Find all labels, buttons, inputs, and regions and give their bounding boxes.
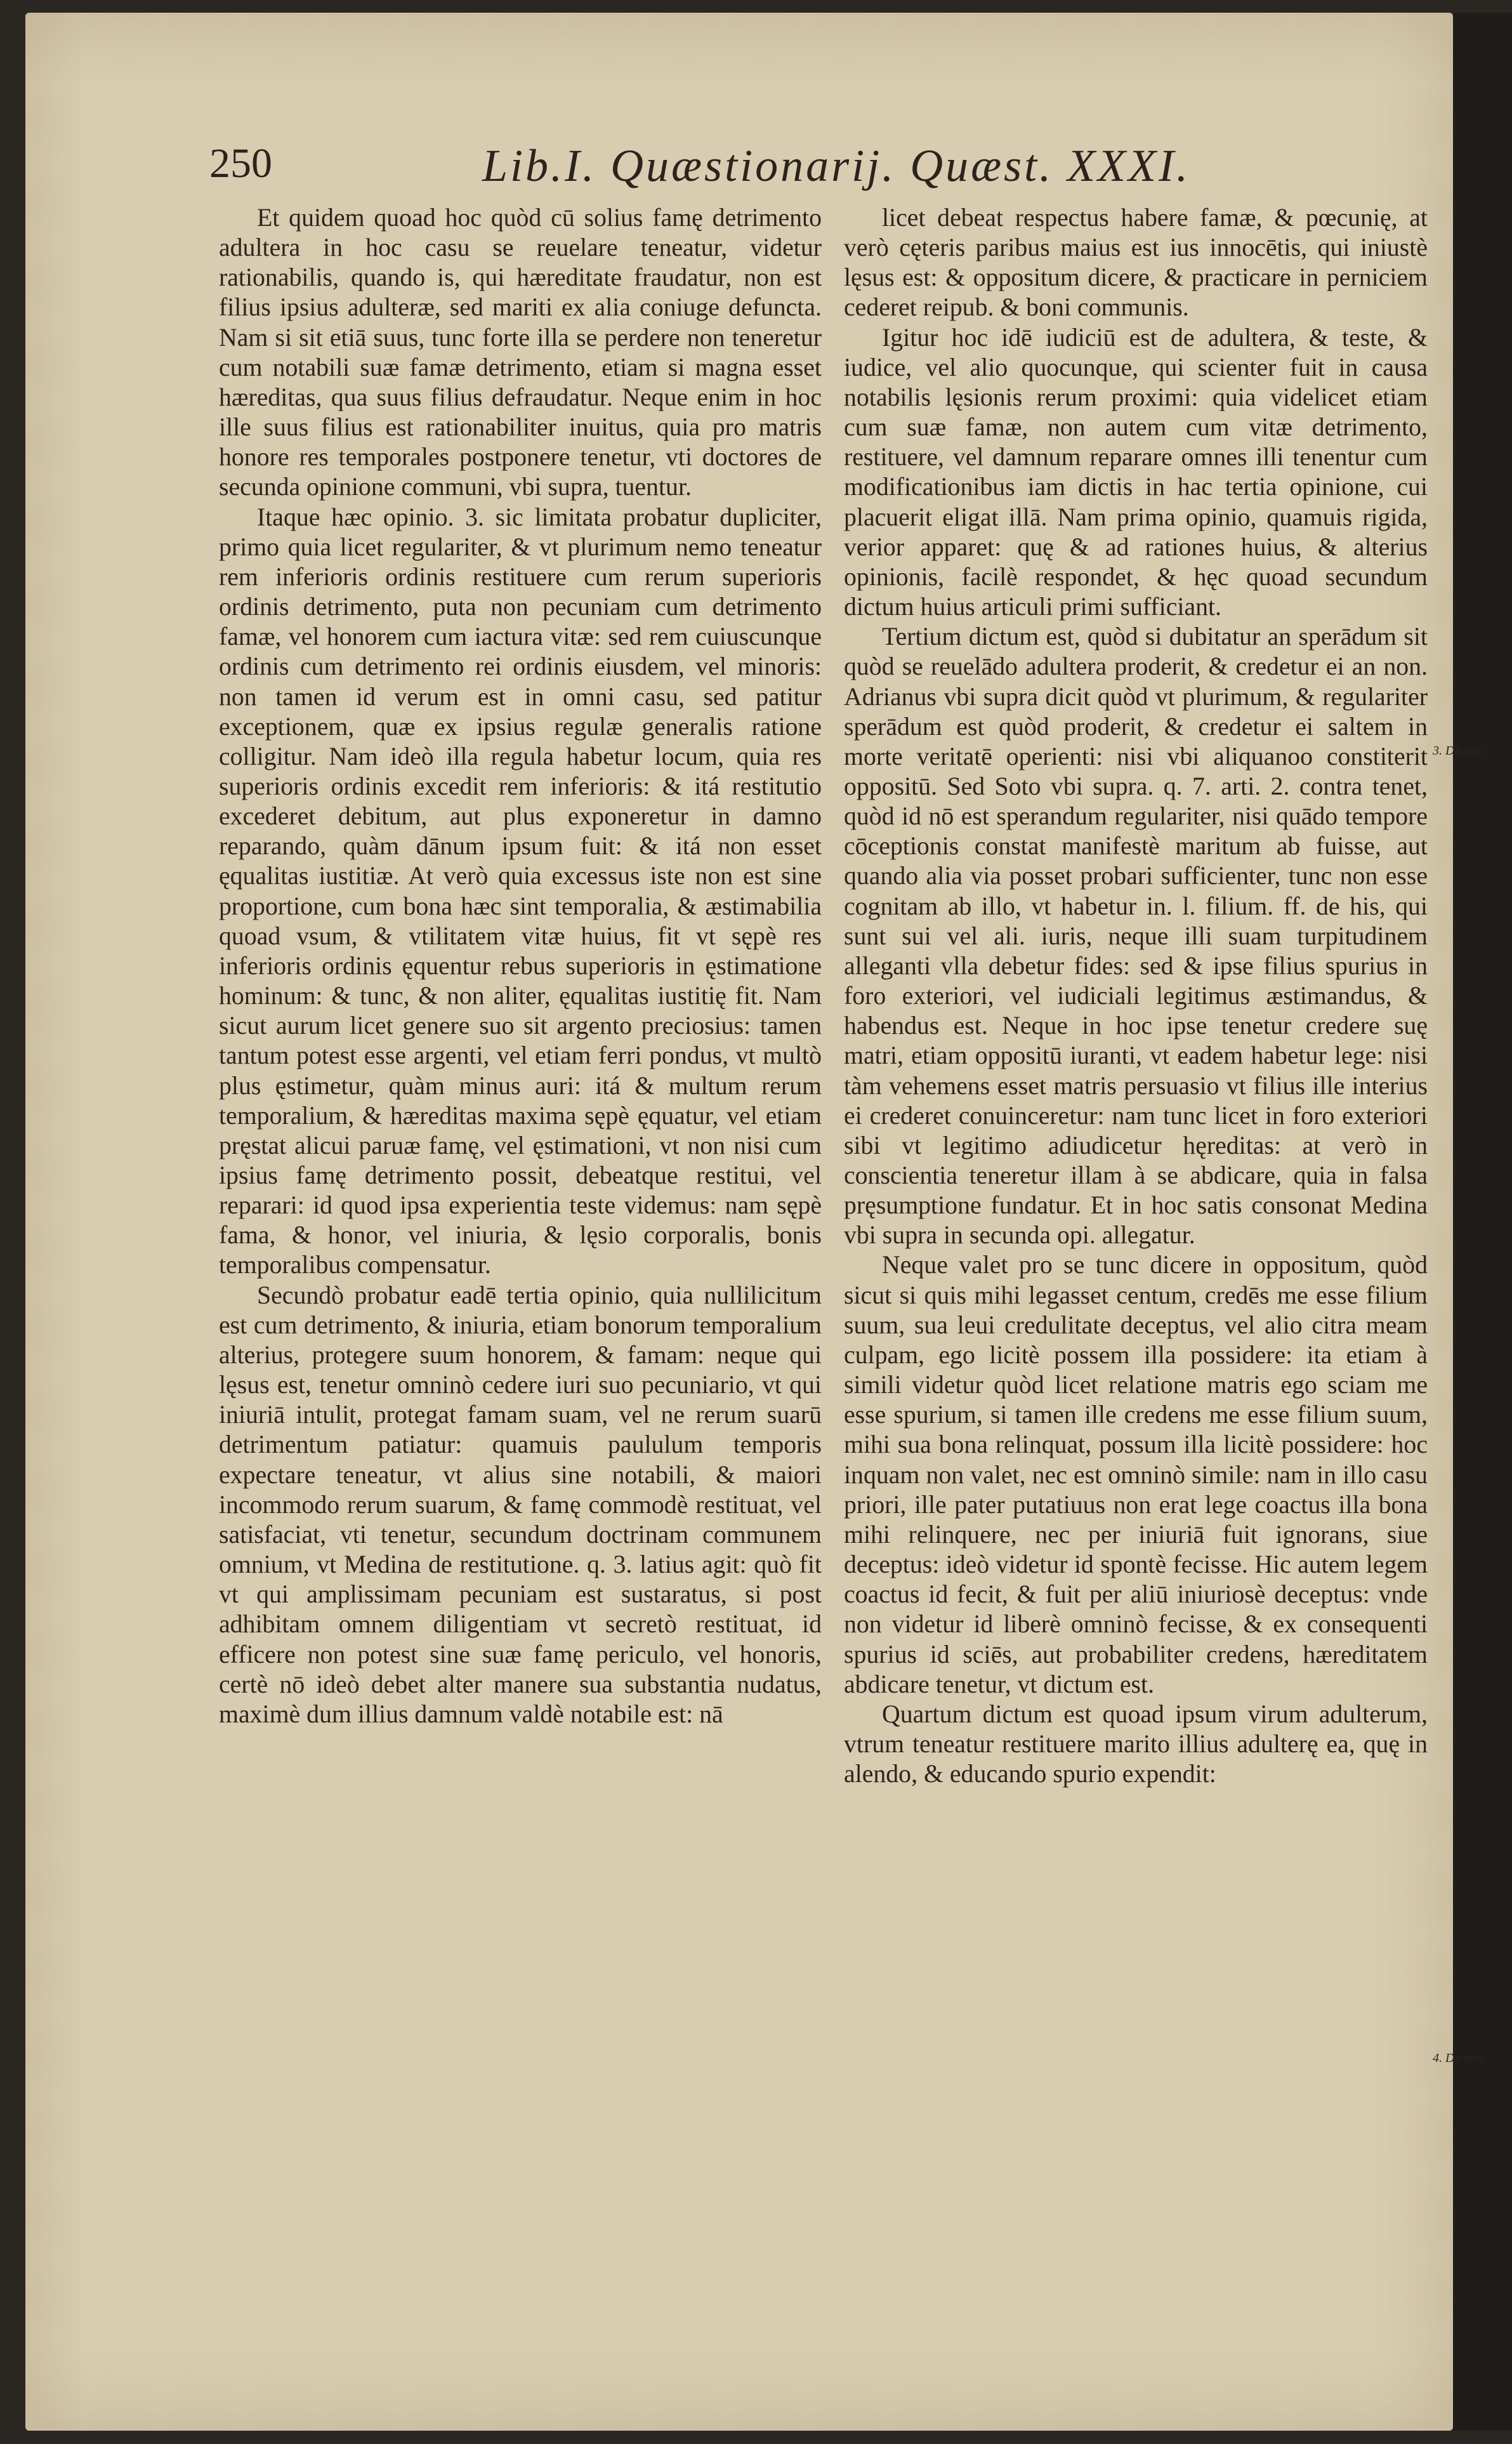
left-paragraph-2: Itaque hæc opinio. 3. sic limitata probatur dupliciter, primo quia licet regulariter, & vt plurimum nemo teneatur rem inferioris ordinis restituere cum rerum superioris ordinis detrimento, puta non pecuniam cum detrimento famæ, vel honorem cum iactura vitæ: sed rem cuiuscunque ordinis cum detrimento rei ordinis eiusdem, vel minoris: non tamen id verum est in omni casu, sed patitur exceptionem, quæ ex ipsius regulæ generalis ratione colligitur. Nam ideò illa regula habetur locum, quia res superioris ordinis excedit rem inferioris: & itá restitutio excederet debitum, aut plus exponeretur in damno reparando, quàm dānum ipsum fuit: & itá non esset ęqualitas iustitiæ. At verò quia excessus iste non est sine proportione, cum bona hæc sint temporalia, & æstimabilia quoad vsum, & vtilitatem vitæ huius, fit vt sępè res inferioris ordinis ęquentur rebus superioris in ęstimatione hominum: & tunc, & non aliter, ęqualitas iustitię fit. Nam sicut aurum licet genere suo sit argento preciosius: tamen tantum potest esse argenti, vel etiam ferri pondus, vt multò plus ęstimetur, quàm minus auri: itá & multum rerum temporalium, & hæreditas maxima sępè ęquatur, vel etiam pręstat alicui paruæ famę, vel ęstimationi, vt non nisi cum ipsius famę detrimento possit, debeatque restitui, vel reparari: id quod ipsa experientia teste videmus: nam sępè fama, & honor, vel iniuria, & lęsio corporalis, bonis temporalibus compensatur. [219, 503, 822, 1279]
left-paragraph-3: Secundò probatur eadē tertia opinio, quia nullilicitum est cum detrimento, & iniuria, etiam bonorum temporalium alterius, protegere suum honorem, & famam: neque qui lęsus est, tenetur omninò cedere iuri suo pecuniario, vt qui iniuriā intulit, protegat famam suam, vel ne rerum suarū detrimentum patiatur: quamuis paululum temporis expectare teneatur, vt alius sine notabili, & maiori incommodo rerum suarum, & famę commodè restituat, vel satisfaciat, vti tenetur, secundum doctrinam communem omnium, vt Medina de restitutione. q. 3. latius agit: quò fit vt qui amplissimam pecuniam est sustaratus, si post adhibitam omnem diligentiam vt secretò restituat, id efficere non potest sine suæ famę periculo, vel honoris, certè nō ideò debet alter manere sua substantia nudatus, maximè dum illius damnum valdè notabile est: nā [219, 1281, 822, 1728]
right-paragraph-4: Neque valet pro se tunc dicere in oppositum, quòd sicut si quis mihi legasset centum, credēs me esse filium suum, sua leui credulitate deceptus, vel alio citra meam culpam, ego licitè possem illa possidere: ita etiam à simili videtur quòd licet relatione matris ego sciam me esse spurium, si tamen ille credens me esse filium suum, mihi sua bona relinquat, possum illa licitè possidere: hoc inquam non valet, nec est omninò simile: nam in illo casu priori, ille pater putatiuus non erat lege coactus illa bona mihi relinquere, nec per iniuriā fuit ignorans, siue deceptus: ideò videtur id spontè fecisse. Hic autem legem coactus id fecit, & fuit per aliū iniuriosè deceptus: vnde non videtur id liberè omninò fecisse, & ex consequenti spurius id sciēs, aut probabiliter credens, hæreditatem abdicare tenetur, vt dictum est. [844, 1251, 1428, 1698]
right-paragraph-1: licet debeat respectus habere famæ, & pœcunię, at verò cęteris paribus maius est ius innocētis, qui iniustè lęsus est: & oppositum dicere, & practicare in perniciem cederet reipub. & boni communis. [844, 204, 1428, 322]
right-paragraph-3: Tertium dictum est, quòd si dubitatur an sperādum sit quòd se reuelādo adultera proderit, & credetur ei an non. Adrianus vbi supra dicit quòd vt plurimum, & regulariter sperādum est quòd proderit, & credetur ei saltem in morte veritatē operienti: nisi vbi aliquanoo constiterit oppositū. Sed Soto vbi supra. q. 7. arti. 2. contra tenet, quòd id nō est sperandum regulariter, nisi quādo tempore cōceptionis constat manifestè maritum ab fuisse, aut quando alia via posset probari sufficienter, tunc non esse cognitam ab illo, vt habetur in. l. filium. ff. de his, qui sunt sui vel ali. iuris, neque illi suam turpitudinem alleganti vlla debetur fides: sed & ipse filius spurius in foro exteriori, vel iudiciali legitimus æstimandus, & habendus est. Neque in hoc ipse tenetur credere suę matri, etiam oppositū iuranti, vt eadem habetur lege: nisi tàm vehemens esset matris persuasio vt filius ille interius ei crederet conuinceretur: nam tunc licet in foro exteriori sibi vt legitimo adiudicetur hęreditas: at verò in conscientia teneretur illam à se abdicare, quia in falsa pręsumptione fundatur. Et in hoc satis consonat Medina vbi supra in secunda opi. allegatur. [844, 623, 1428, 1250]
left-column [219, 203, 822, 1729]
page-edge-shadow [1453, 13, 1512, 2431]
page-number: 250 [209, 140, 272, 187]
running-title: Lib.I. Quæstionarij. Quæst. XXXI. [482, 140, 1191, 191]
page-header [209, 140, 1402, 209]
margin-note-3-dictum: 3. Dictum. [1433, 744, 1486, 758]
margin-note-4-dictum: 4. Dictum. [1433, 2051, 1486, 2065]
right-paragraph-2: Igitur hoc idē iudiciū est de adultera, & teste, & iudice, vel alio quocunque, qui scienter fuit in causa notabilis lęsionis rerum proximi: quia videlicet etiam cum suæ famæ, non autem cum vitæ detrimento, restituere, vel damnum reparare omnes illi tenentur cum modificationibus iam dictis in hac tertia opinione, cui placuerit eligat illā. Nam prima opinio, quamuis rigida, verior apparet: quę & ad rationes huius, & alterius opinionis, facilè respondet, & hęc quoad secundum dictum huius articuli primi sufficiant. [844, 323, 1428, 621]
left-paragraph-1: Et quidem quoad hoc quòd cū solius famę detrimento adultera in hoc casu se reuelare teneatur, videtur rationabilis, quando is, qui hæreditate fraudatur, non est filius ipsius adulteræ, sed mariti ex alia coniuge defuncta. Nam si sit etiā suus, tunc forte illa se perdere non teneretur cum notabili suæ famæ detrimento, etiam si magna esset hæreditas, qua suus filius defraudatur. Neque enim in hoc ille suus filius est rationabiliter inuitus, quia pro matris honore res temporales postponere tenetur, vti doctores de secunda opinione communi, vbi supra, tuentur. [219, 204, 822, 501]
right-paragraph-5: Quartum dictum est quoad ipsum virum adulterum, vtrum teneatur restituere marito illius adulterę ea, quę in alendo, & educando spurio expendit: [844, 1700, 1428, 1788]
right-column [844, 203, 1428, 1789]
